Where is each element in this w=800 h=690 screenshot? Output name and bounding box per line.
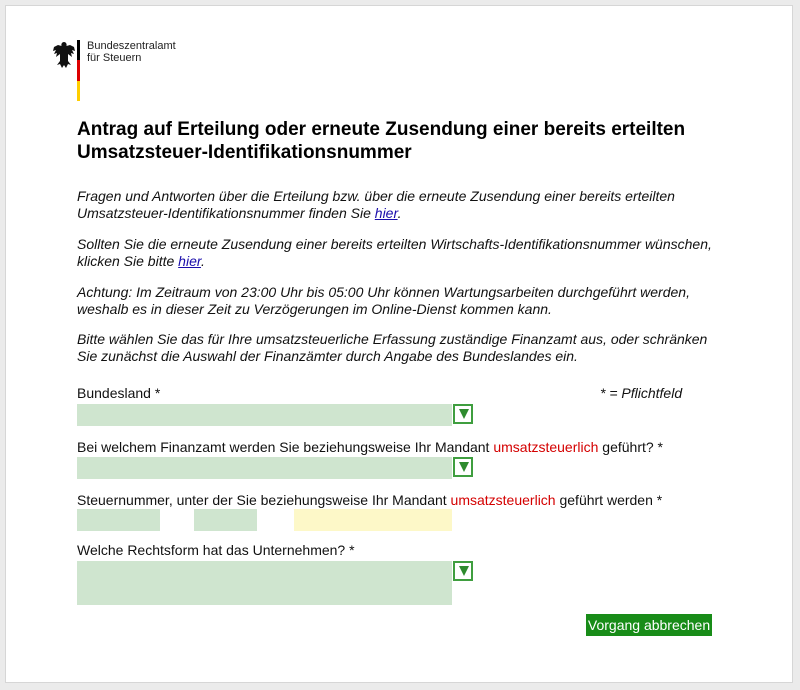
finanzamt-select[interactable] [77,457,452,479]
finanzamt-label [77,439,663,456]
bundesland-label: Bundesland * [77,385,161,401]
flag-stripe [77,40,80,101]
rechtsform-select[interactable] [77,561,452,605]
page-title: Antrag auf Erteilung oder erneute Zusendung einer bereits erteilten Umsatzsteuer-Identifikationsnummer [77,119,686,163]
rechtsform-dropdown-button[interactable] [453,561,473,581]
steuernummer-field-1[interactable] [77,509,160,531]
rechtsform-label: Welche Rechtsform hat das Unternehmen? * [77,542,355,558]
finanzamt-label-highlight: umsatzsteuerlich [493,439,599,455]
maintenance-paragraph: Achtung: Im Zeitraum von 23:00 Uhr bis 05:00 Uhr können Wartungsarbeiten durchgeführt werden, weshalb es in dieser Zeit zu Verzögerungen im Online-Dienst kommen kann. [77,284,690,317]
steuernummer-field-2[interactable] [194,509,257,531]
steuernummer-label-end: geführt werden * [555,492,663,508]
choose-paragraph: Bitte wählen Sie das für Ihre umsatzsteuerliche Erfassung zuständige Finanzamt aus, oder schränken Sie zunächst die Auswahl der Finanzämter durch Angabe des Bundeslandes ein. [77,331,708,364]
widn-paragraph: Sollten Sie die erneute Zusendung einer bereits erteilten Wirtschafts-Identifikationsnummer wünschen, klicken Sie bitte hier. [77,236,712,269]
faq-link[interactable]: hier [374,205,398,221]
steuernummer-field-3[interactable] [294,509,452,531]
finanzamt-label-end: geführt? * [598,439,663,455]
finanzamt-label-text: Bei welchem Finanzamt werden Sie beziehungsweise Ihr Mandant [77,439,494,455]
steuernummer-label [77,492,662,509]
widn-link[interactable]: hier [178,253,201,269]
dropdown-arrow-icon [459,462,469,472]
cancel-button[interactable]: Vorgang abbrechen [586,614,712,636]
org-name-line1: Bundeszentralamt [87,40,176,52]
dropdown-arrow-icon [459,566,469,576]
dropdown-arrow-icon [459,409,469,419]
faq-paragraph: Fragen und Antworten über die Erteilung bzw. über die erneute Zusendung einer bereits erteilten Umsatzsteuer-Identifikationsnummer finden Sie hier. [77,188,675,221]
bundesland-dropdown-button[interactable] [453,404,473,424]
steuernummer-label-highlight: umsatzsteuerlich [450,492,556,508]
bundesland-select[interactable] [77,404,452,426]
required-field-note: * = Pflichtfeld [600,385,683,401]
org-name [87,40,176,64]
widn-text: Sollten Sie die erneute Zusendung einer bereits erteilten Wirtschafts-Identifikationsnummer wünschen, klicken Sie bitte [77,236,712,269]
finanzamt-dropdown-button[interactable] [453,457,473,477]
org-name-line2: für Steuern [87,52,142,64]
federal-eagle-icon [52,41,76,69]
steuernummer-label-text: Steuernummer, unter der Sie beziehungsweise Ihr Mandant [77,492,451,508]
faq-text: Fragen und Antworten über die Erteilung bzw. über die erneute Zusendung einer bereits erteilten Umsatzsteuer-Identifikationsnummer finden Sie [77,188,675,221]
